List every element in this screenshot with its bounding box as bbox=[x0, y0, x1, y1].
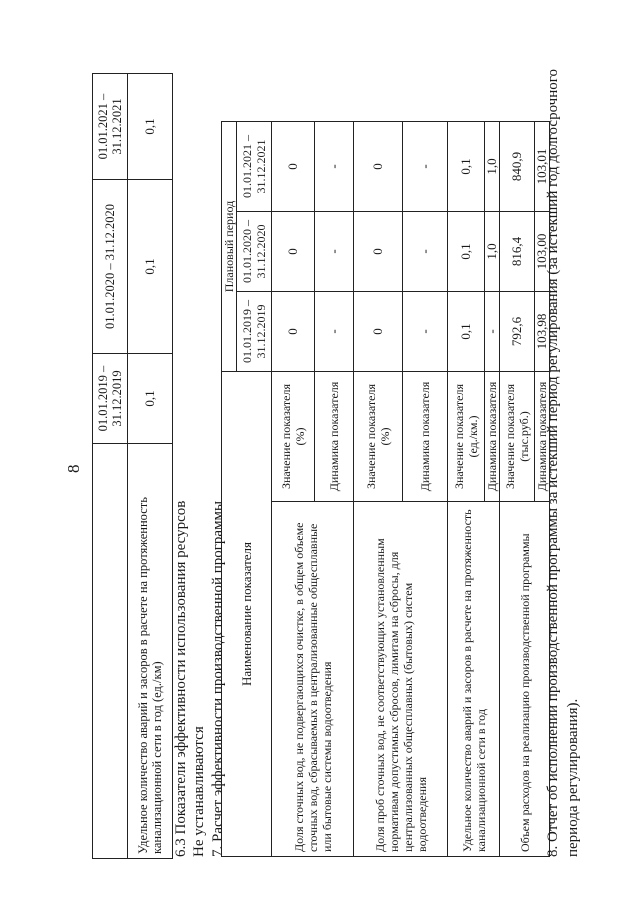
table-cell: 0 bbox=[354, 292, 403, 372]
table-cell: 103,01 bbox=[535, 122, 550, 212]
table-cell: 0 bbox=[354, 212, 403, 292]
table-cell: - bbox=[315, 122, 354, 212]
table-cell: 1,0 bbox=[485, 122, 500, 212]
table-cell: - bbox=[403, 292, 448, 372]
table-cell: 0 bbox=[354, 122, 403, 212]
accidents-table bbox=[92, 73, 173, 859]
table-row bbox=[272, 122, 315, 857]
indicator-sublabel: Динамика показателя bbox=[403, 372, 448, 502]
indicator-sublabel: Динамика показателя bbox=[535, 372, 550, 502]
table-cell: 0 bbox=[272, 122, 315, 212]
header-period: Плановый период bbox=[222, 122, 237, 372]
table-cell: 840,9 bbox=[500, 122, 535, 212]
table-cell: 0,1 bbox=[448, 122, 485, 212]
table-cell: 103,98 bbox=[535, 292, 550, 372]
table-row bbox=[500, 122, 535, 857]
section-7-title: 7. Расчет эффективности производственной программы bbox=[210, 500, 226, 857]
table-cell: 0,1 bbox=[448, 292, 485, 372]
period-header: 01.01.2019 – 31.12.2019 bbox=[237, 292, 272, 372]
table-row bbox=[448, 122, 485, 857]
indicator-name: Удельное количество аварий и засоров в расчете на протяженность канализационной сети в год bbox=[448, 502, 500, 857]
indicator-name: Доля проб сточных вод, не соответствующих установленным нормативам допустимых сбросов, лимитам на сбросы, для централизованных общесплавных (бытовых) систем водоотведения bbox=[354, 502, 448, 857]
table-cell: - bbox=[315, 292, 354, 372]
period-header: 01.01.2021 – 31.12.2021 bbox=[93, 74, 128, 180]
table-cell: - bbox=[403, 212, 448, 292]
table-row bbox=[128, 74, 173, 859]
table-cell: 103,00 bbox=[535, 212, 550, 292]
indicator-sublabel: Динамика показателя bbox=[485, 372, 500, 502]
table-header-row bbox=[222, 122, 237, 857]
indicator-sublabel: Значение показателя (тыс.руб.) bbox=[500, 372, 535, 502]
indicator-sublabel: Динамика показателя bbox=[315, 372, 354, 502]
table-cell: 792,6 bbox=[500, 292, 535, 372]
table-cell: 0,1 bbox=[128, 74, 173, 180]
table-cell: 0 bbox=[272, 212, 315, 292]
period-header: 01.01.2019 – 31.12.2019 bbox=[93, 354, 128, 444]
section-6-3-text: Не устанавливаются bbox=[191, 726, 207, 857]
table-cell: - bbox=[485, 292, 500, 372]
indicator-sublabel: Значение показателя (%) bbox=[272, 372, 315, 502]
indicator-name: Доля сточных вод, не подвергающихся очистке, в общем объеме сточных вод, сбрасываемых в централизованные общесплавные или бытовые системы водоотведения bbox=[272, 502, 354, 857]
table-cell: 0,1 bbox=[448, 212, 485, 292]
page-number: 8 bbox=[64, 464, 83, 473]
section-8-text: 8. Отчет об исполнении производственной программы за истекший период регулирования (за истекший год долгосрочного периода регулирования). bbox=[545, 68, 581, 857]
efficiency-table bbox=[221, 121, 550, 857]
table-cell: 1,0 bbox=[485, 212, 500, 292]
table-cell: 0,1 bbox=[128, 180, 173, 354]
table-cell: 0 bbox=[272, 292, 315, 372]
indicator-name: Объем расходов на реализацию производственной программы bbox=[500, 502, 550, 857]
header-name: Наименование показателя bbox=[222, 372, 272, 857]
section-6-3-title: 6.3 Показатели эффективности использования ресурсов bbox=[173, 500, 189, 857]
table-row bbox=[93, 74, 128, 859]
indicator-sublabel: Значение показателя (ед./км.) bbox=[448, 372, 485, 502]
table-cell: - bbox=[403, 122, 448, 212]
table-row bbox=[354, 122, 403, 857]
row-label: Удельное количество аварий и засоров в расчете на протяженность канализационной сети в год (ед./км) bbox=[128, 444, 173, 859]
table-cell: 0,1 bbox=[128, 354, 173, 444]
period-header: 01.01.2020 – 31.12.2020 bbox=[237, 212, 272, 292]
table-cell: - bbox=[315, 212, 354, 292]
table-cell-empty bbox=[93, 444, 128, 859]
period-header: 01.01.2021 – 31.12.2021 bbox=[237, 122, 272, 212]
period-header: 01.01.2020 – 31.12.2020 bbox=[93, 180, 128, 354]
indicator-sublabel: Значение показателя (%) bbox=[354, 372, 403, 502]
table-cell: 816,4 bbox=[500, 212, 535, 292]
